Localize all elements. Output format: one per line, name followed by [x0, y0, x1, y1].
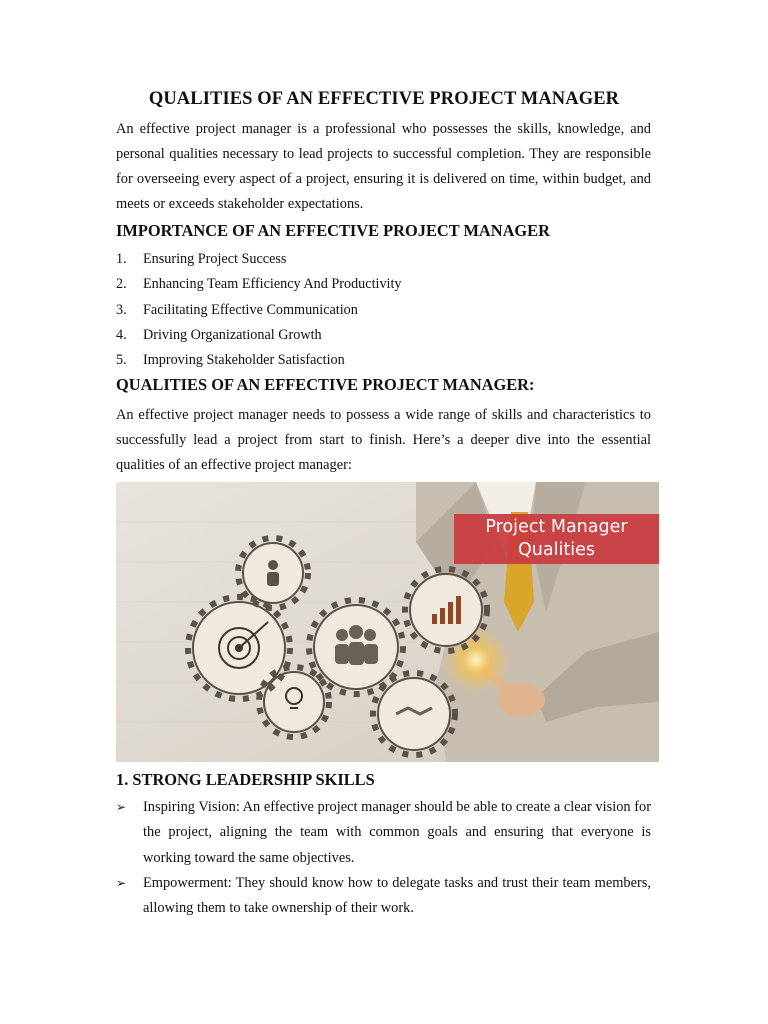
- section1-bullet-list: [116, 795, 651, 921]
- list-item: ➢ Empowerment: They should know how to delegate tasks and trust their team members, allowing them to take ownership of their work.: [116, 871, 651, 922]
- list-item: 5. Improving Stakeholder Satisfaction: [116, 352, 345, 369]
- qualities-intro-paragraph: An effective project manager needs to possess a wide range of skills and characteristics to successfully lead a project from start to finish. Here’s a deeper dive into the essential qualities of an effective project manager:: [116, 407, 651, 473]
- list-item: 4. Driving Organizational Growth: [116, 326, 322, 343]
- intro-paragraph: An effective project manager is a professional who possesses the skills, knowledge, and personal qualities necessary to lead projects to successful completion. They are responsible for overseeing every aspect of a project, ensuring it is delivered on time, within budget, and meets or exceeds stakeholder expectations.: [116, 121, 651, 212]
- list-item: 1. Ensuring Project Success: [116, 251, 287, 267]
- arrow-bullet-icon: ➢: [116, 800, 127, 814]
- document-title: QUALITIES OF AN EFFECTIVE PROJECT MANAGER: [148, 89, 620, 109]
- list-item: ➢ Inspiring Vision: An effective project manager should be able to create a clear vision for the project, aligning the team with common goals and ensuring that everyone is working toward the same objectives.: [116, 795, 651, 871]
- qualities-heading: QUALITIES OF AN EFFECTIVE PROJECT MANAGER:: [116, 375, 535, 394]
- arrow-bullet-icon: ➢: [116, 875, 127, 890]
- list-item: 2. Enhancing Team Efficiency And Productivity: [116, 276, 402, 293]
- section1-heading: 1. STRONG LEADERSHIP SKILLS: [116, 770, 375, 789]
- importance-list: [116, 247, 402, 373]
- list-item: 3. Facilitating Effective Communication: [116, 301, 358, 318]
- project-manager-qualities-image: [116, 482, 659, 762]
- importance-heading: IMPORTANCE OF AN EFFECTIVE PROJECT MANAGER: [116, 221, 550, 240]
- image-banner-text: Project Manager Qualities: [485, 517, 628, 560]
